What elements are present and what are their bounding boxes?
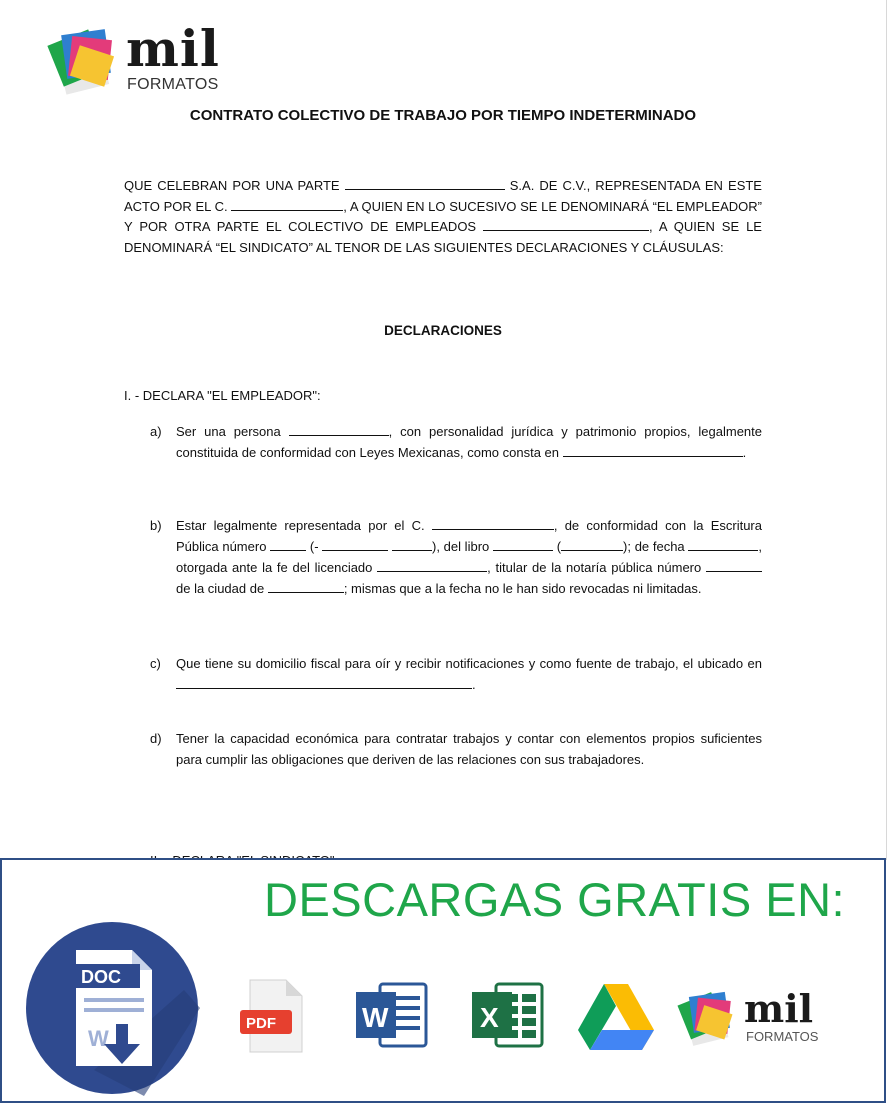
- blank-field[interactable]: [322, 538, 388, 551]
- item-text: Tener la capacidad económica para contratar trabajos y contar con elementos propios suficientes para cumplir las obligaciones que deriven de las relaciones con sus trabajadores.: [176, 731, 762, 767]
- blank-field[interactable]: [432, 517, 554, 530]
- excel-icon[interactable]: [470, 978, 546, 1054]
- item-text: Estar legalmente representada por el C.: [176, 518, 425, 533]
- item-text: , de conformidad con la Escritura Pública número: [176, 518, 762, 554]
- blank-field[interactable]: [270, 538, 306, 551]
- declaraciones-heading: DECLARACIONES: [384, 323, 502, 338]
- logo-word: mil: [744, 986, 814, 1031]
- download-banner: [0, 858, 886, 1103]
- banner-title: DESCARGAS GRATIS EN:: [264, 873, 846, 926]
- blank-field[interactable]: [688, 538, 758, 551]
- intro-text-2: S.A. DE C.V., REPRESENTADA EN ESTE ACTO POR EL C.: [124, 178, 762, 214]
- blank-field[interactable]: [493, 538, 553, 551]
- logo-subtitle: FORMATOS: [746, 1029, 819, 1044]
- item-text: (-: [309, 539, 319, 554]
- list-item-c: [150, 653, 762, 695]
- blank-field[interactable]: [392, 538, 432, 551]
- intro-text-3: , A QUIEN EN LO SUCESIVO SE LE DENOMINARÁ “EL EMPLEADOR” Y POR OTRA PARTE EL COLECTIVO DE EMPLEADOS: [124, 198, 762, 234]
- doc-download-icon[interactable]: [24, 920, 200, 1096]
- item-text: Ser una persona: [176, 424, 281, 439]
- item-text: ); de fecha: [623, 539, 685, 554]
- item-text: .: [472, 677, 476, 692]
- excel-letter: X: [480, 1002, 499, 1033]
- doc-icon-label: DOC: [81, 967, 121, 987]
- item-text: , con personalidad jurídica y patrimonio propios, legalmente constituida de conformidad con Leyes Mexicanas, como consta en: [176, 424, 763, 460]
- intro-text-1: QUE CELEBRAN POR UNA PARTE: [124, 178, 340, 193]
- logo-word: mil: [126, 19, 220, 78]
- item-text: ), del libro: [431, 539, 490, 554]
- document-title: CONTRATO COLECTIVO DE TRABAJO POR TIEMPO INDETERMINADO: [189, 107, 697, 124]
- blank-field[interactable]: [345, 177, 505, 190]
- milformatos-logo: [48, 19, 238, 98]
- item-text: , titular de la notaría pública número: [487, 560, 702, 575]
- blank-field[interactable]: [377, 559, 487, 572]
- item-text: Que tiene su domicilio fiscal para oír y recibir notificaciones y como fuente de trabajo, el ubicado en: [176, 656, 762, 671]
- item-label: b): [150, 518, 162, 533]
- section-heading: I. - DECLARA "EL EMPLEADOR":: [124, 388, 321, 403]
- item-text: , otorgada ante la fe del licenciado: [176, 539, 763, 575]
- item-label: c): [150, 656, 161, 671]
- blank-field[interactable]: [268, 580, 344, 593]
- item-label: a): [150, 424, 162, 439]
- list-item-d: [150, 728, 762, 770]
- item-text: .: [742, 445, 747, 460]
- pdf-icon[interactable]: [236, 978, 312, 1054]
- intro-text-4: , A QUIEN SE LE DENOMINARÁ “EL SINDICATO” AL TENOR DE LAS SIGUIENTES DECLARACIONES Y CLÁUSULAS:: [124, 219, 762, 255]
- item-text: ; mismas que a la fecha no le han sido revocadas ni limitadas.: [343, 581, 702, 596]
- item-text: (: [556, 539, 562, 554]
- milformatos-logo-small[interactable]: [678, 988, 848, 1054]
- blank-field[interactable]: [483, 218, 649, 231]
- word-icon[interactable]: [354, 978, 430, 1054]
- list-item-b: [150, 515, 762, 599]
- item-text: de la ciudad de: [176, 581, 265, 596]
- blank-field[interactable]: [176, 676, 472, 689]
- blank-field[interactable]: [289, 423, 389, 436]
- doc-icon-letter: W: [88, 1026, 109, 1051]
- list-item-a: [150, 421, 762, 463]
- blank-field[interactable]: [231, 198, 343, 211]
- google-drive-icon[interactable]: [576, 978, 656, 1054]
- intro-paragraph: [124, 176, 762, 258]
- logo-subtitle: FORMATOS: [127, 76, 219, 93]
- blank-field[interactable]: [561, 538, 623, 551]
- logo-pages-icon: [678, 988, 744, 1050]
- blank-field[interactable]: [563, 444, 743, 457]
- item-label: d): [150, 731, 162, 746]
- blank-field[interactable]: [706, 559, 762, 572]
- word-letter: W: [362, 1002, 389, 1033]
- pdf-label: PDF: [246, 1015, 276, 1032]
- logo-pages-icon: [48, 26, 128, 98]
